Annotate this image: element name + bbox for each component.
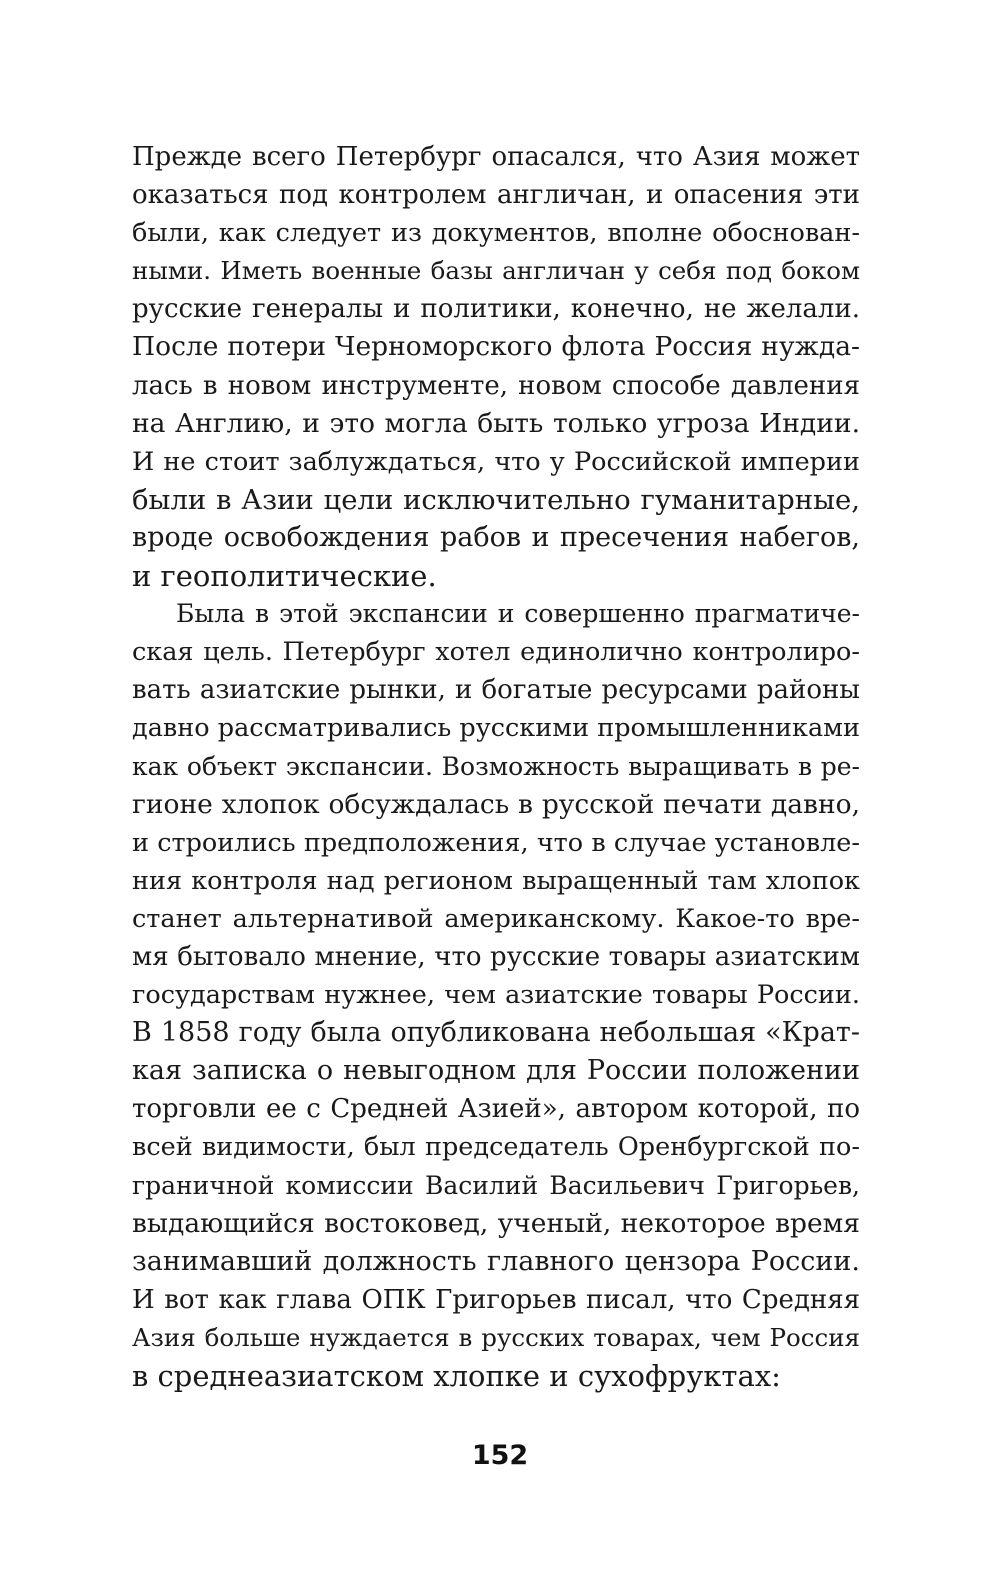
text-line: были, как следует из документов, вполне обоснован- xyxy=(132,218,860,249)
text-line: После потери Черноморского флота Россия нужда- xyxy=(132,331,860,363)
text-line: станет альтернативой американскому. Какое-то вре- xyxy=(132,903,860,934)
text-line: вать азиатские рынки, и богатые ресурсами районы xyxy=(132,675,860,706)
text-line: на Англию, и это могла быть только угроза Индии. xyxy=(132,407,860,439)
paragraph-1 xyxy=(132,138,860,595)
text-line: занимавший должность главного цензора России. xyxy=(132,1245,860,1277)
text-line: гионе хлопок обсуждалась в русской печати давно, xyxy=(132,788,860,820)
text-line: мя бытовало мнение, что русские товары азиатским xyxy=(132,941,860,972)
text-line: русские генералы и политики, конечно, не желали. xyxy=(132,294,860,325)
text-line: давно рассматривались русскими промышленниками xyxy=(132,713,860,744)
text-line: оказаться под контролем англичан, и опасения эти xyxy=(132,180,860,211)
text-line: ская цель. Петербург хотел единолично контролиро- xyxy=(132,637,860,668)
text-line: Азия больше нуждается в русских товарах, чем Россия xyxy=(132,1322,860,1352)
text-line: как объект экспансии. Возможность выращивать в ре- xyxy=(132,751,860,781)
text-line: кая записка о невыгодном для России положении xyxy=(132,1055,860,1087)
text-line: в среднеазиатском хлопке и сухофруктах: xyxy=(132,1359,781,1393)
text-line: ния контроля над регионом выращенный там хлопок xyxy=(132,865,860,896)
text-line: торговли ее с Средней Азией», автором которой, по xyxy=(132,1094,860,1125)
text-line: лась в новом инструменте, новом способе давления xyxy=(132,370,860,401)
text-line: выдающийся востоковед, ученый, некоторое время xyxy=(132,1207,860,1239)
text-line: Прежде всего Петербург опасался, что Азия может xyxy=(132,142,860,172)
text-line: В 1858 году была опубликована небольшая «Крат- xyxy=(132,1017,860,1049)
paragraph-2 xyxy=(132,595,860,1395)
text-line: всей видимости, был председатель Оренбургской по- xyxy=(132,1132,860,1163)
text-line: ными. Иметь военные базы англичан у себя под боком xyxy=(132,256,860,286)
text-line: И не стоит заблуждаться, что у Российской империи xyxy=(132,446,860,477)
text-line: были в Азии цели исключительно гуманитарные, xyxy=(132,483,860,516)
text-line: вроде освобождения рабов и пресечения набегов, xyxy=(132,521,860,553)
page-number: 152 xyxy=(471,1440,529,1471)
text-line: Была в этой экспансии и совершенно прагматиче- xyxy=(176,599,860,629)
text-line: и геополитические. xyxy=(132,559,437,594)
text-line: граничной комиссии Василий Васильевич Григорьев, xyxy=(132,1170,860,1200)
text-line: государствам нужнее, чем азиатские товары России. xyxy=(132,980,860,1011)
text-line: И вот как глава ОПК Григорьев писал, что Средняя xyxy=(132,1284,860,1315)
page-body xyxy=(132,138,860,1395)
text-line: и строились предположения, что в случае установле- xyxy=(132,827,860,858)
